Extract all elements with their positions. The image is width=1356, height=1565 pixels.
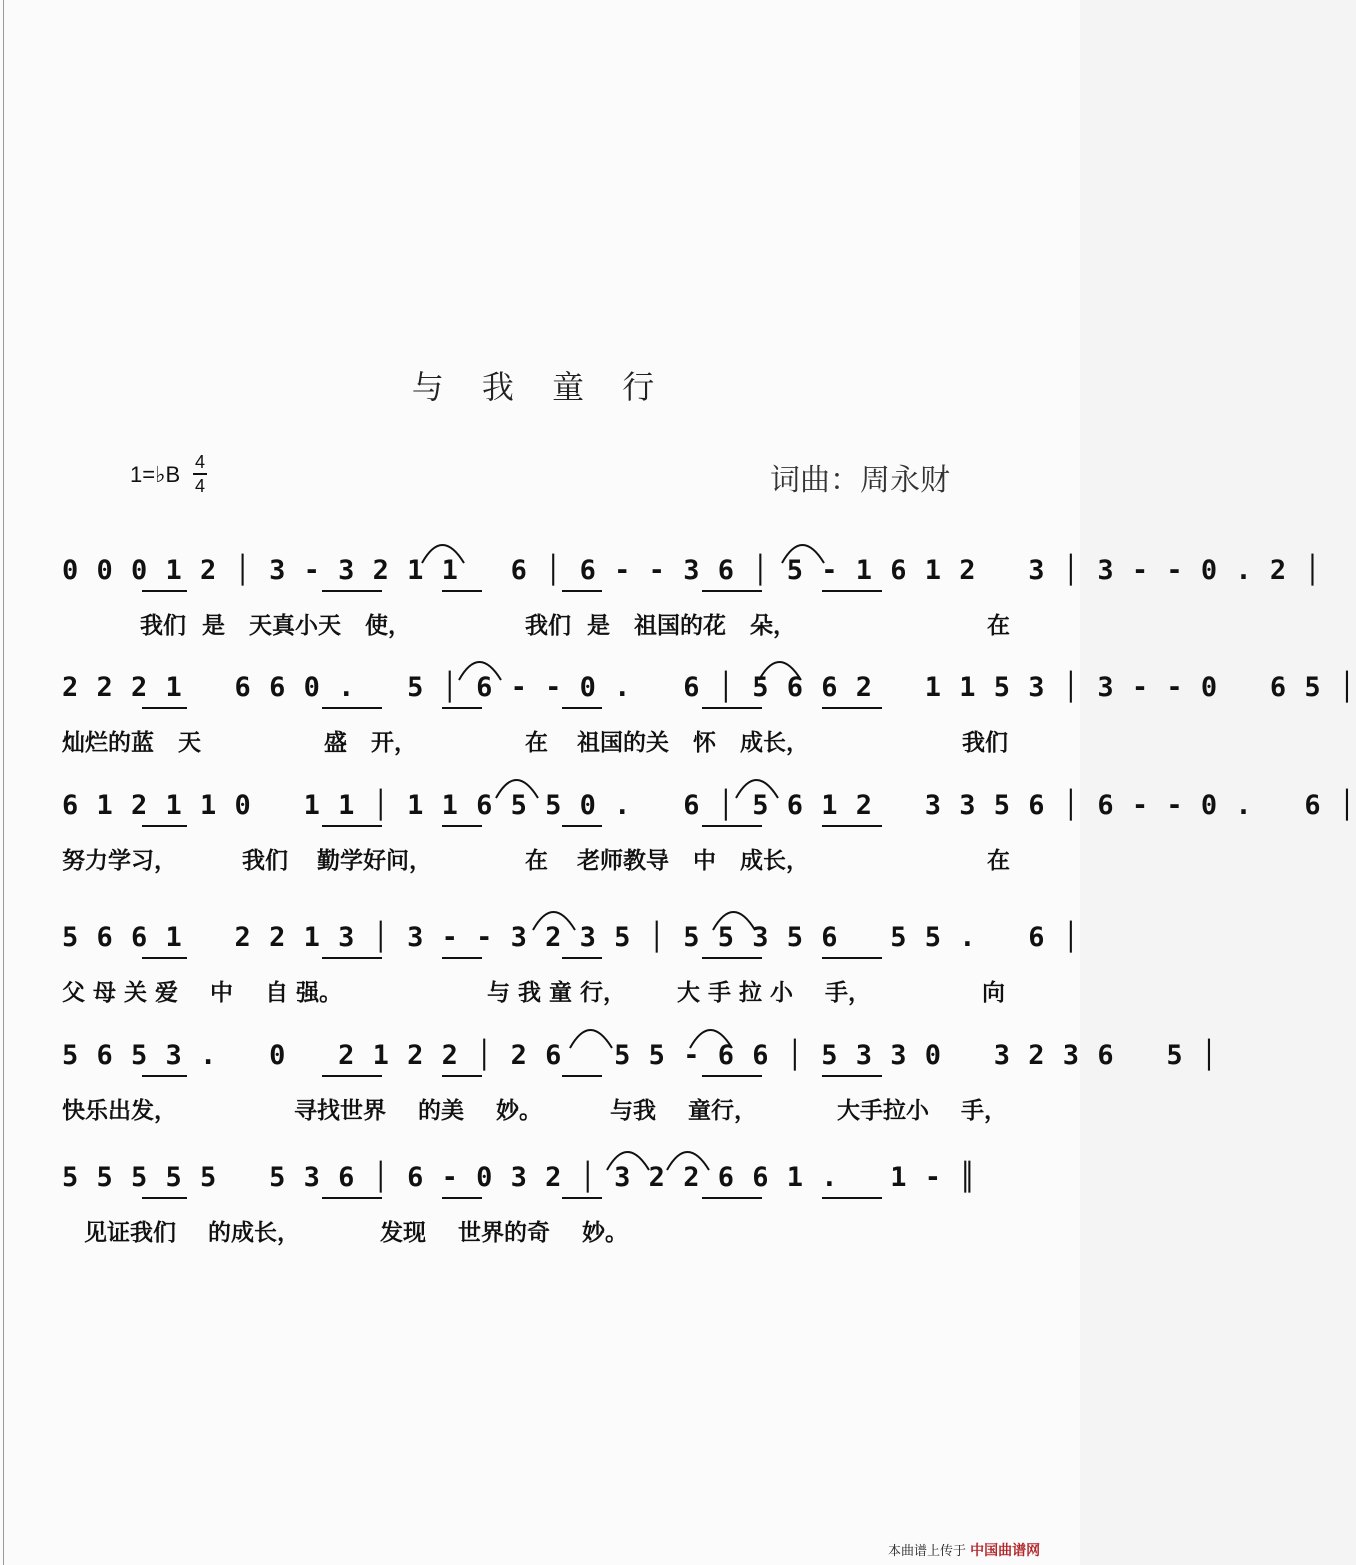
score-row <box>62 1040 1219 1140</box>
slur-arc <box>496 780 538 798</box>
slur-and-beam-marks <box>62 790 1042 850</box>
lyric-segment: 在 <box>987 848 1010 874</box>
lyric-segment: 向 <box>982 980 1005 1006</box>
slur-arc <box>422 545 464 563</box>
lyric-segment: 寻找世界 的美 妙。 <box>294 1098 543 1124</box>
time-signature-bar <box>193 473 207 475</box>
score-row <box>62 790 1356 890</box>
lyric-segment: 盛 开， <box>324 730 418 756</box>
slur-arc <box>713 912 755 930</box>
author-credit: 词曲：周永财 <box>770 463 950 498</box>
lyric-segment: 我们 <box>962 730 1008 756</box>
notation-line: 6 1 2 1 1 0 1 1 │ 1 1 6 5 5 0 . 6 │ 5 6 1 2 3 3 5 6 │ 6 - - 0 . 6 │ <box>62 790 1356 821</box>
score-row <box>62 922 1081 1022</box>
time-signature-top: 4 <box>194 452 205 472</box>
notation-line: 5 5 5 5 5 5 3 6 │ 6 - 0 3 2 │ 3 2 2 6 6 1 . 1 - ║ <box>62 1162 977 1193</box>
slur-arc <box>667 1152 709 1170</box>
lyric-segment: 与我 童行， <box>610 1098 758 1124</box>
lyric-segment: 祖国的关 怀 成长， <box>577 730 810 756</box>
slur-arc <box>690 1030 732 1048</box>
lyric-segment: 在 <box>525 730 548 756</box>
lyric-segment: 我们 是 天真小天 使， <box>140 613 412 639</box>
slur-arc <box>736 780 778 798</box>
lyric-segment: 父 母 关 爱 中 自 强。 <box>62 980 343 1006</box>
lyric-segment: 灿烂的蓝 天 <box>62 730 202 756</box>
lyric-segment: 老师教导 中 成长， <box>577 848 810 874</box>
slur-and-beam-marks <box>62 672 1042 732</box>
notation-line: 2 2 2 1 6 6 0 . 5 │ 6 - - 0 . 6 │ 5 6 6 2 1 1 5 3 │ 3 - - 0 6 5 │ <box>62 672 1356 703</box>
lyric-segment: 大 手 拉 小 手， <box>677 980 872 1006</box>
lyric-segment: 在 <box>525 848 548 874</box>
time-signature-bottom: 4 <box>194 476 205 496</box>
slur-and-beam-marks <box>62 1040 1042 1100</box>
footer-prefix: 本曲谱上传于 <box>888 1544 967 1559</box>
lyric-segment: 与 我 童 行， <box>487 980 627 1006</box>
notation-line: 0 0 0 1 2 │ 3 - 3 2 1 1 6 │ 6 - - 3 6 │ 5 - 1 6 1 2 3 │ 3 - - 0 . 2 │ <box>62 555 1322 586</box>
slur-and-beam-marks <box>62 1162 1042 1222</box>
slur-arc <box>570 1030 612 1048</box>
slur-arc <box>759 662 801 680</box>
score-row <box>62 672 1356 772</box>
upload-footer <box>888 1540 1040 1560</box>
lyric-segment: 在 <box>987 613 1010 639</box>
slur-arc <box>533 912 575 930</box>
slur-and-beam-marks <box>62 555 1042 615</box>
slur-and-beam-marks <box>62 922 1042 982</box>
lyric-segment: 见证我们 的成长， <box>84 1220 301 1246</box>
lyric-segment: 努力学习， <box>62 848 177 874</box>
key-signature: 1=♭B <box>130 462 181 487</box>
score-row <box>62 555 1322 655</box>
lyric-segment: 我们 是 祖国的花 朵， <box>525 613 797 639</box>
lyric-segment: 发现 世界的奇 妙。 <box>380 1220 629 1246</box>
slur-arc <box>459 662 501 680</box>
lyric-segment: 大手拉小 手， <box>837 1098 1008 1124</box>
score-row <box>62 1162 1042 1262</box>
lyric-segment: 勤学好问， <box>317 848 432 874</box>
song-title: 与 我 童 行 <box>411 368 669 406</box>
notation-line: 5 6 6 1 2 2 1 3 │ 3 - - 3 2 3 5 │ 5 5 3 5 6 5 5 . 6 │ <box>62 922 1081 953</box>
lyric-segment: 我们 <box>242 848 288 874</box>
time-signature <box>193 452 207 496</box>
slur-arc <box>607 1152 649 1170</box>
lyric-segment: 快乐出发， <box>62 1098 177 1124</box>
slur-arc <box>782 545 824 563</box>
page-edge-line <box>3 0 4 1565</box>
notation-line: 5 6 5 3 . 0 2 1 2 2 │ 2 6 5 5 - 6 6 │ 5 3 3 0 3 2 3 6 5 │ <box>62 1040 1219 1071</box>
site-logo: 中国曲谱网 <box>970 1543 1041 1559</box>
